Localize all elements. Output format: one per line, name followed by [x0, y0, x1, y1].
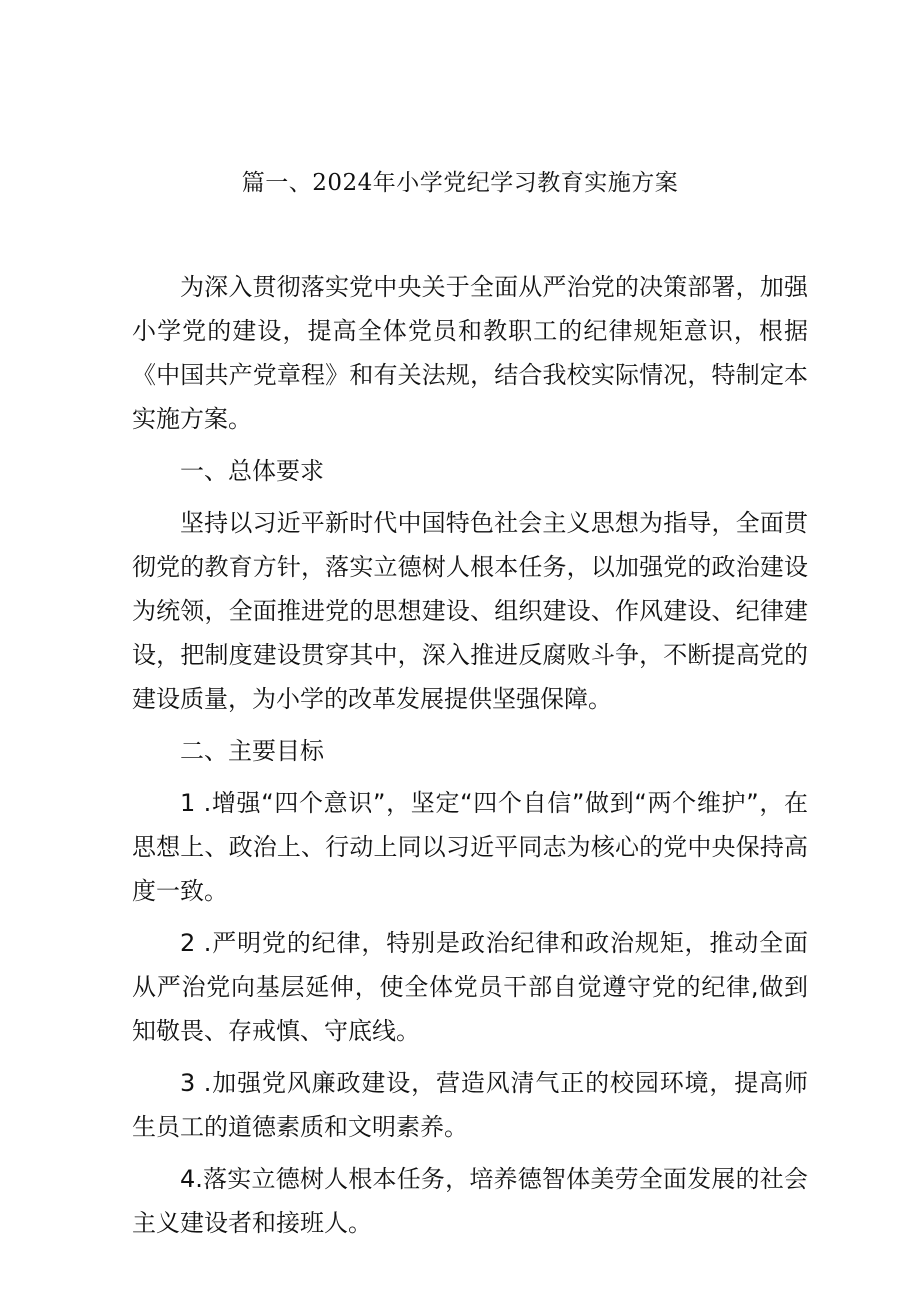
paragraph-general-requirements: 坚持以习近平新时代中国特色社会主义思想为指导，全面贯彻党的教育方针，落实立德树人根本任务，以加强党的政治建设为统领，全面推进党的思想建设、组织建设、作风建设、纪律建设，把制度建设贯穿其中，深入推进反腐败斗争，不断提高党的建设质量，为小学的改革发展提供坚强保障。: [132, 509, 808, 713]
document-body: [132, 265, 808, 1245]
goal-item-4: 4.落实立德树人根本任务，培养德智体美劳全面发展的社会主义建设者和接班人。: [132, 1165, 808, 1237]
goal-item-3: 3 .加强党风廉政建设，营造风清气正的校园环境，提高师生员工的道德素质和文明素养。: [132, 1069, 808, 1141]
section-heading-main-goals: 二、主要目标: [180, 737, 324, 765]
paragraph-intro: 为深入贯彻落实党中央关于全面从严治党的决策部署，加强小学党的建设，提高全体党员和教职工的纪律规矩意识，根据《中国共产党章程》和有关法规，结合我校实际情况，特制定本实施方案。: [132, 273, 808, 433]
goal-item-1: 1 .增强“四个意识”，坚定“四个自信”做到“两个维护”，在思想上、政治上、行动上同以习近平同志为核心的党中央保持高度一致。: [132, 789, 808, 905]
goal-item-2: 2 .严明党的纪律，特别是政治纪律和政治规矩，推动全面从严治党向基层延伸，使全体党员干部自觉遵守党的纪律,做到知敬畏、存戒慎、守底线。: [132, 929, 808, 1045]
document-title: 篇一、2024年小学党纪学习教育实施方案: [241, 170, 679, 196]
section-heading-general-requirements: 一、总体要求: [180, 457, 324, 485]
